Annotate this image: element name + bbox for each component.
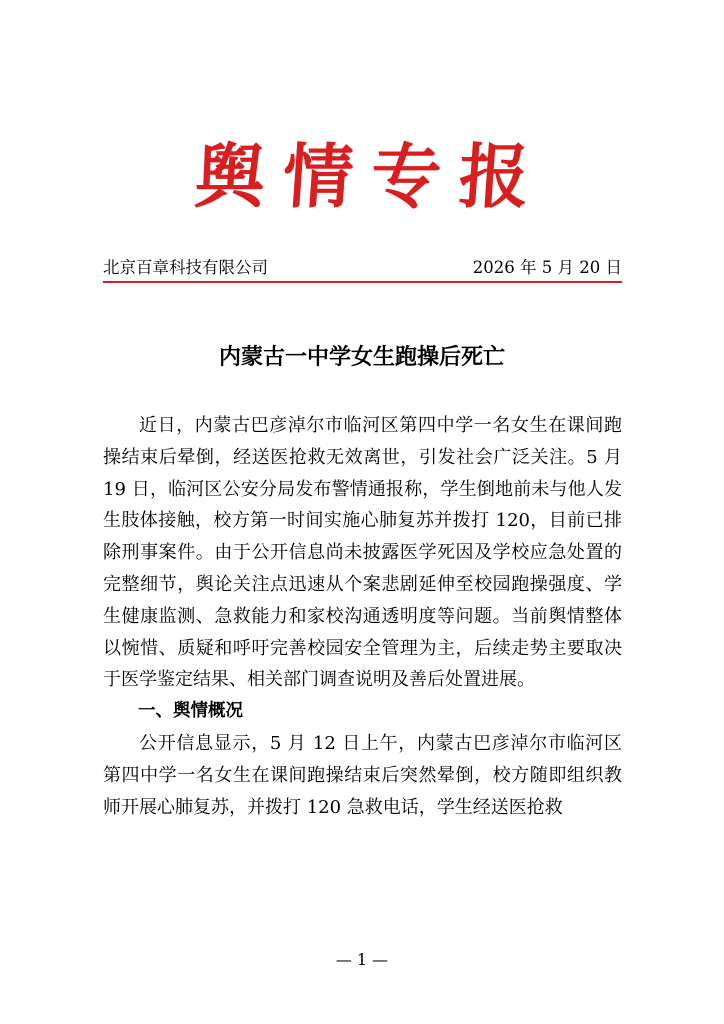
issue-date: 2026 年 5 月 20 日 [472, 258, 622, 277]
summary-paragraph: 近日，内蒙古巴彦淖尔市临河区第四中学一名女生在课间跑操结束后晕倒，经送医抢救无效离世，引发社会广泛关注。5 月 19 日，临河区公安分局发布警情通报称，学生倒地前未与他人发生肢体接触，校方第一时间实施心肺复苏并拨打 120，目前已排除刑事案件。由于公开信息尚未披露医学死因及学校应急处置的完整细节，舆论关注点迅速从个案悲剧延伸至校园跑操强度、学生健康监测、急救能力和家校沟通透明度等问题。当前舆情整体以惋惜、质疑和呼吁完善校园安全管理为主，后续走势主要取决于医学鉴定结果、相关部门调查说明及善后处置进展。 [103, 415, 622, 691]
page-number: — 1 — [335, 950, 389, 969]
header-divider [103, 281, 622, 283]
document-title: 内蒙古一中学女生跑操后死亡 [218, 344, 505, 370]
issuer-row [103, 255, 622, 281]
section-heading: 一、舆情概况 [138, 701, 243, 722]
section-paragraph: 公开信息显示，5 月 12 日上午，内蒙古巴彦淖尔市临河区第四中学一名女生在课间跑操结束后突然晕倒，校方随即组织教师开展心肺复苏，并拨打 120 急救电话，学生经送医抢救 [103, 732, 622, 818]
issuer-name: 北京百章科技有限公司 [103, 258, 268, 277]
masthead-title: 舆情专报 [192, 136, 550, 218]
document-body [103, 410, 622, 823]
